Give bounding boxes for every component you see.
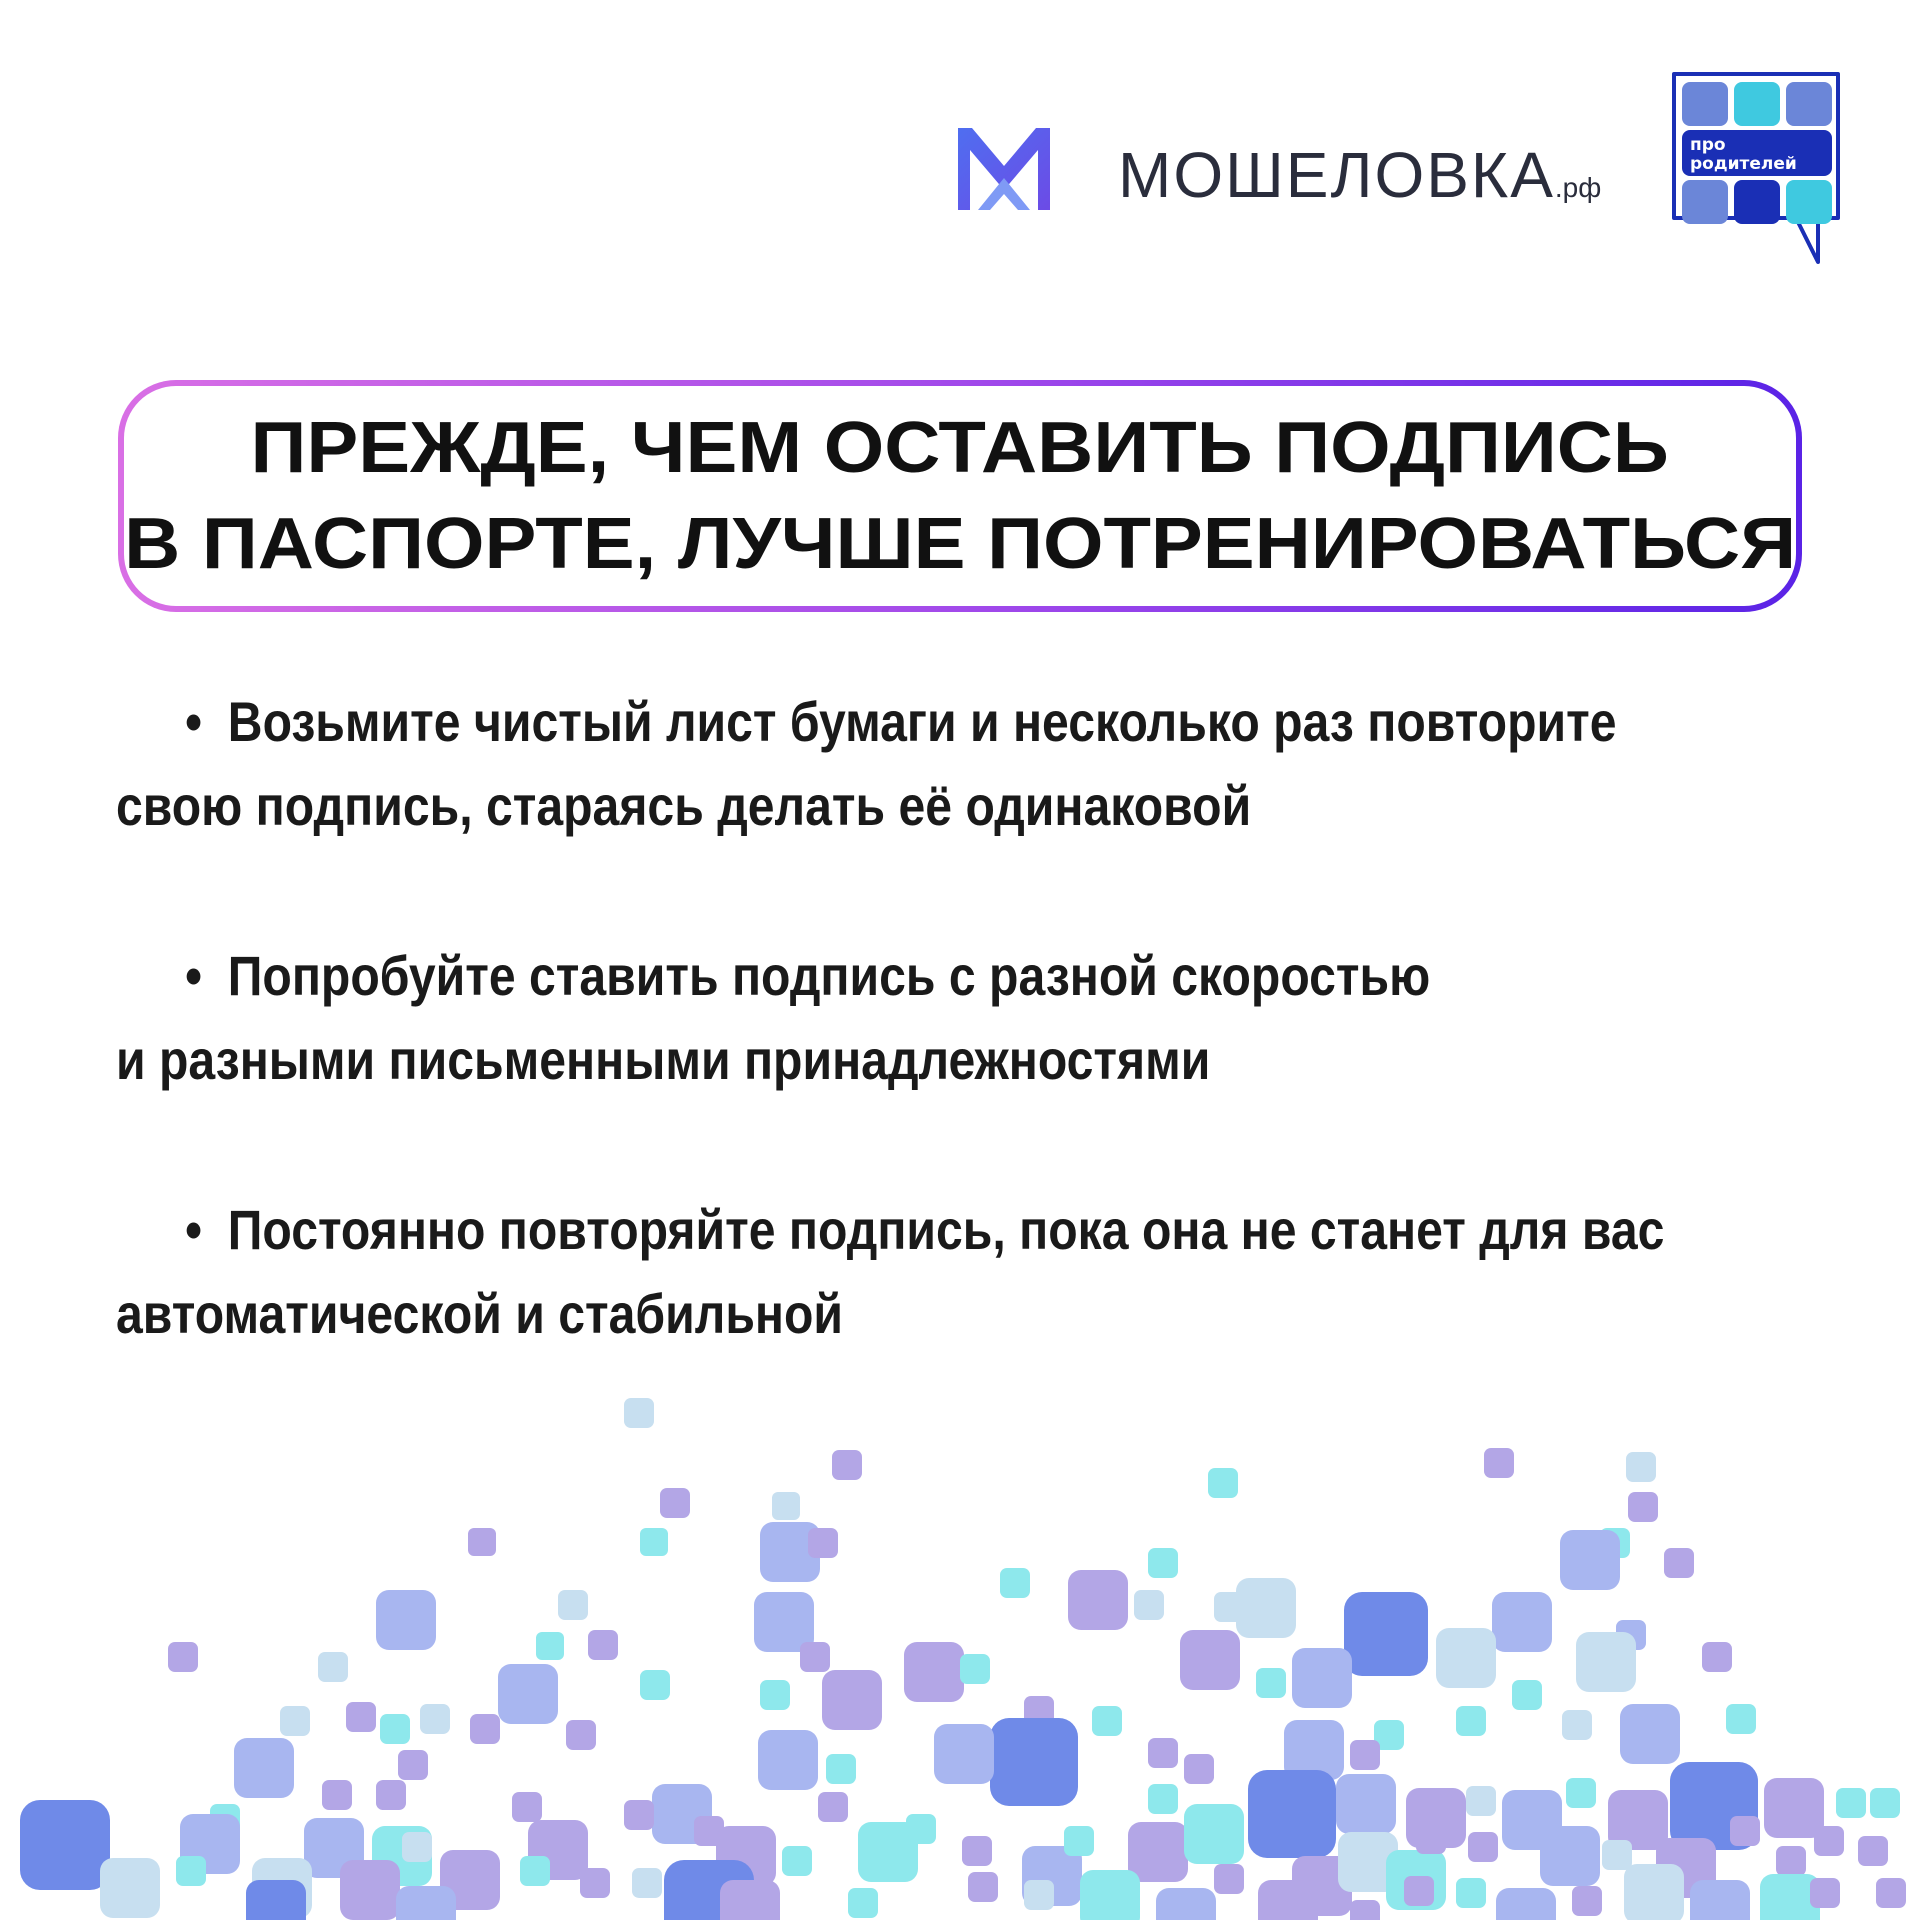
mosaic-tile [1344,1592,1428,1676]
mosaic-tile [906,1814,936,1844]
mosaic-tile [558,1590,588,1620]
header [0,0,1920,300]
bullet-1-line-2: свою подпись, стараясь делать её одинаковой [116,774,1252,837]
mosaic-tile [904,1642,964,1702]
mosaic-tile [1350,1740,1380,1770]
bullet-3-line-1: Постоянно повторяйте подпись, пока она не станет для вас [227,1198,1665,1261]
mosaic-tile [1024,1880,1054,1910]
mosaic-tile [1560,1530,1620,1590]
mosaic-tile [1512,1680,1542,1710]
mosaic-tile [1876,1878,1906,1908]
mosaic-tile [968,1872,998,1902]
mosaic-tile [1080,1870,1140,1920]
mosaic-tile [772,1492,800,1520]
mosaic-tile [322,1780,352,1810]
mosaic-tile [848,1888,878,1918]
mosaic-tile [1336,1774,1396,1834]
bullet-list [116,680,1816,1442]
bullet-item-2 [116,934,1793,1102]
mosaic-tile [1468,1832,1498,1862]
mosaic-tile [640,1670,670,1700]
mosaic-tile [246,1880,306,1920]
mosaic-tile [1496,1888,1556,1920]
mosaic-tile [782,1846,812,1876]
mosaic-tile [1256,1668,1286,1698]
mosaic-tile [1776,1846,1806,1876]
mosaic-tile [1292,1648,1352,1708]
mosaic-tile [566,1720,596,1750]
bullet-dot-icon: • [185,944,202,1007]
mosaic-tile [498,1664,558,1724]
mosaic-tile [380,1714,410,1744]
mosaic-tile [100,1858,160,1918]
mosaic-tile [176,1856,206,1886]
pro-roditeley-logo [1668,68,1844,268]
mosaic-tile [1492,1592,1552,1652]
mosaic-tile [1064,1826,1094,1856]
mosaic-tile [1148,1548,1178,1578]
mosaic-tile [826,1754,856,1784]
mosaic-tile [1690,1880,1750,1920]
mosaic-tile [1484,1448,1514,1478]
mosaic-tile [1156,1888,1216,1920]
bullet-item-1 [116,680,1793,848]
mosaic-tile [1092,1706,1122,1736]
mosaic-tile [1562,1710,1592,1740]
mosaic-tile [512,1792,542,1822]
mosaic-tile [1214,1864,1244,1894]
mosaic-tile [760,1680,790,1710]
mosaic-tile [640,1528,668,1556]
mosaic-tile [1134,1590,1164,1620]
mosaic-tile [1258,1880,1318,1920]
mosaic-tile [1236,1578,1296,1638]
mosaic-tile [580,1868,610,1898]
mosaic-tile [1620,1704,1680,1764]
bullet-3-line-2: автоматической и стабильной [116,1282,844,1345]
mosaic-tile [1248,1770,1336,1858]
mosaic-tile [800,1642,830,1672]
mosaic-tile [234,1738,294,1798]
mosaic-tile [1628,1492,1658,1522]
mosaic-tile [1730,1816,1760,1846]
mosaic-tile [758,1730,818,1790]
bullet-dot-icon: • [185,690,202,753]
mosaic-tile [1702,1642,1732,1672]
mosaic-tile [1626,1452,1656,1482]
mosaic-tile [1576,1632,1636,1692]
mosaic-tile [20,1800,110,1890]
mosaic-tile [1128,1822,1188,1882]
mosaic-tile [1404,1876,1434,1906]
mosaic-tile [1068,1570,1128,1630]
bullet-dot-icon: • [185,1198,202,1261]
mosaic-tile [1858,1836,1888,1866]
mosaic-tile [624,1800,654,1830]
mosaic-tile [396,1886,456,1920]
mosaic-tile [520,1856,550,1886]
mosaic-tile [1148,1738,1178,1768]
mosaic-tile [990,1718,1078,1806]
mosaic-tile [832,1450,862,1480]
mosaic-tile [624,1398,654,1428]
mosaic-tile [632,1868,662,1898]
bullet-2-line-2: и разными письменными принадлежностями [116,1028,1211,1091]
mosaic-tile [1180,1630,1240,1690]
mosaic-tile [660,1488,690,1518]
mosaic-tile [1566,1778,1596,1808]
moshelovka-m-logo-icon [958,128,1050,210]
mosaic-tile [1416,1824,1446,1854]
mosaic-tile [720,1880,780,1920]
mosaic-tile [536,1632,564,1660]
mosaic-tile [818,1792,848,1822]
bullet-item-3 [116,1188,1793,1356]
mosaic-tile [1664,1548,1694,1578]
title-line-2: В ПАСПОРТЕ, ЛУЧШЕ ПОТРЕНИРОВАТЬСЯ [123,504,1797,584]
mosaic-tile [420,1704,450,1734]
mosaic-tile [340,1860,400,1920]
mosaic-tile [1572,1886,1602,1916]
mosaic-tile [1726,1704,1756,1734]
mosaic-tile [470,1714,500,1744]
mosaic-tile [1540,1826,1600,1886]
mosaic-tile [398,1750,428,1780]
mosaic-tile [1184,1804,1244,1864]
mosaic-tile [588,1630,618,1660]
mosaic-tile [808,1528,838,1558]
mosaic-tile [1350,1900,1380,1920]
bullet-1-line-1: Возьмите чистый лист бумаги и несколько раз повторите [227,690,1617,753]
mosaic-tile [1456,1878,1486,1908]
mosaic-tile [1148,1784,1178,1814]
mosaic-tile [402,1832,432,1862]
mosaic-tile [468,1528,496,1556]
brand-name [1118,138,1601,212]
mosaic-tile [1208,1468,1238,1498]
mosaic-tile [280,1706,310,1736]
mosaic-tile [376,1780,406,1810]
mosaic-tile [1456,1706,1486,1736]
mosaic-tile [346,1702,376,1732]
mosaic-tile [1000,1568,1030,1598]
title-box [118,380,1802,612]
mosaic-tile [318,1652,348,1682]
mosaic-tile [822,1670,882,1730]
mosaic-tile [1764,1778,1824,1838]
mosaic-tile [960,1654,990,1684]
mosaic-tile [1184,1754,1214,1784]
title-line-1: ПРЕЖДЕ, ЧЕМ ОСТАВИТЬ ПОДПИСЬ [250,408,1670,488]
mosaic-tile [1814,1826,1844,1856]
logo-text-roditeley: родителей [1690,154,1797,174]
mosaic-tile [934,1724,994,1784]
mosaic-tile [1602,1840,1632,1870]
mosaic-tile [1466,1786,1496,1816]
mosaic-tile [1870,1788,1900,1818]
mosaic-tile [1624,1864,1684,1920]
mosaic-tile [168,1642,198,1672]
mosaic-tile [1836,1788,1866,1818]
logo-text-pro: про [1690,135,1726,155]
brand-suffix: .рф [1554,172,1602,203]
mosaic-tile [962,1836,992,1866]
bullet-2-line-1: Попробуйте ставить подпись с разной скоростью [227,944,1431,1007]
brand-name-text: МОШЕЛОВКА [1118,139,1555,211]
mosaic-tile [376,1590,436,1650]
mosaic-tile [1810,1878,1840,1908]
mosaic-tile [1436,1628,1496,1688]
decorative-pixel-mosaic [0,1380,1920,1920]
